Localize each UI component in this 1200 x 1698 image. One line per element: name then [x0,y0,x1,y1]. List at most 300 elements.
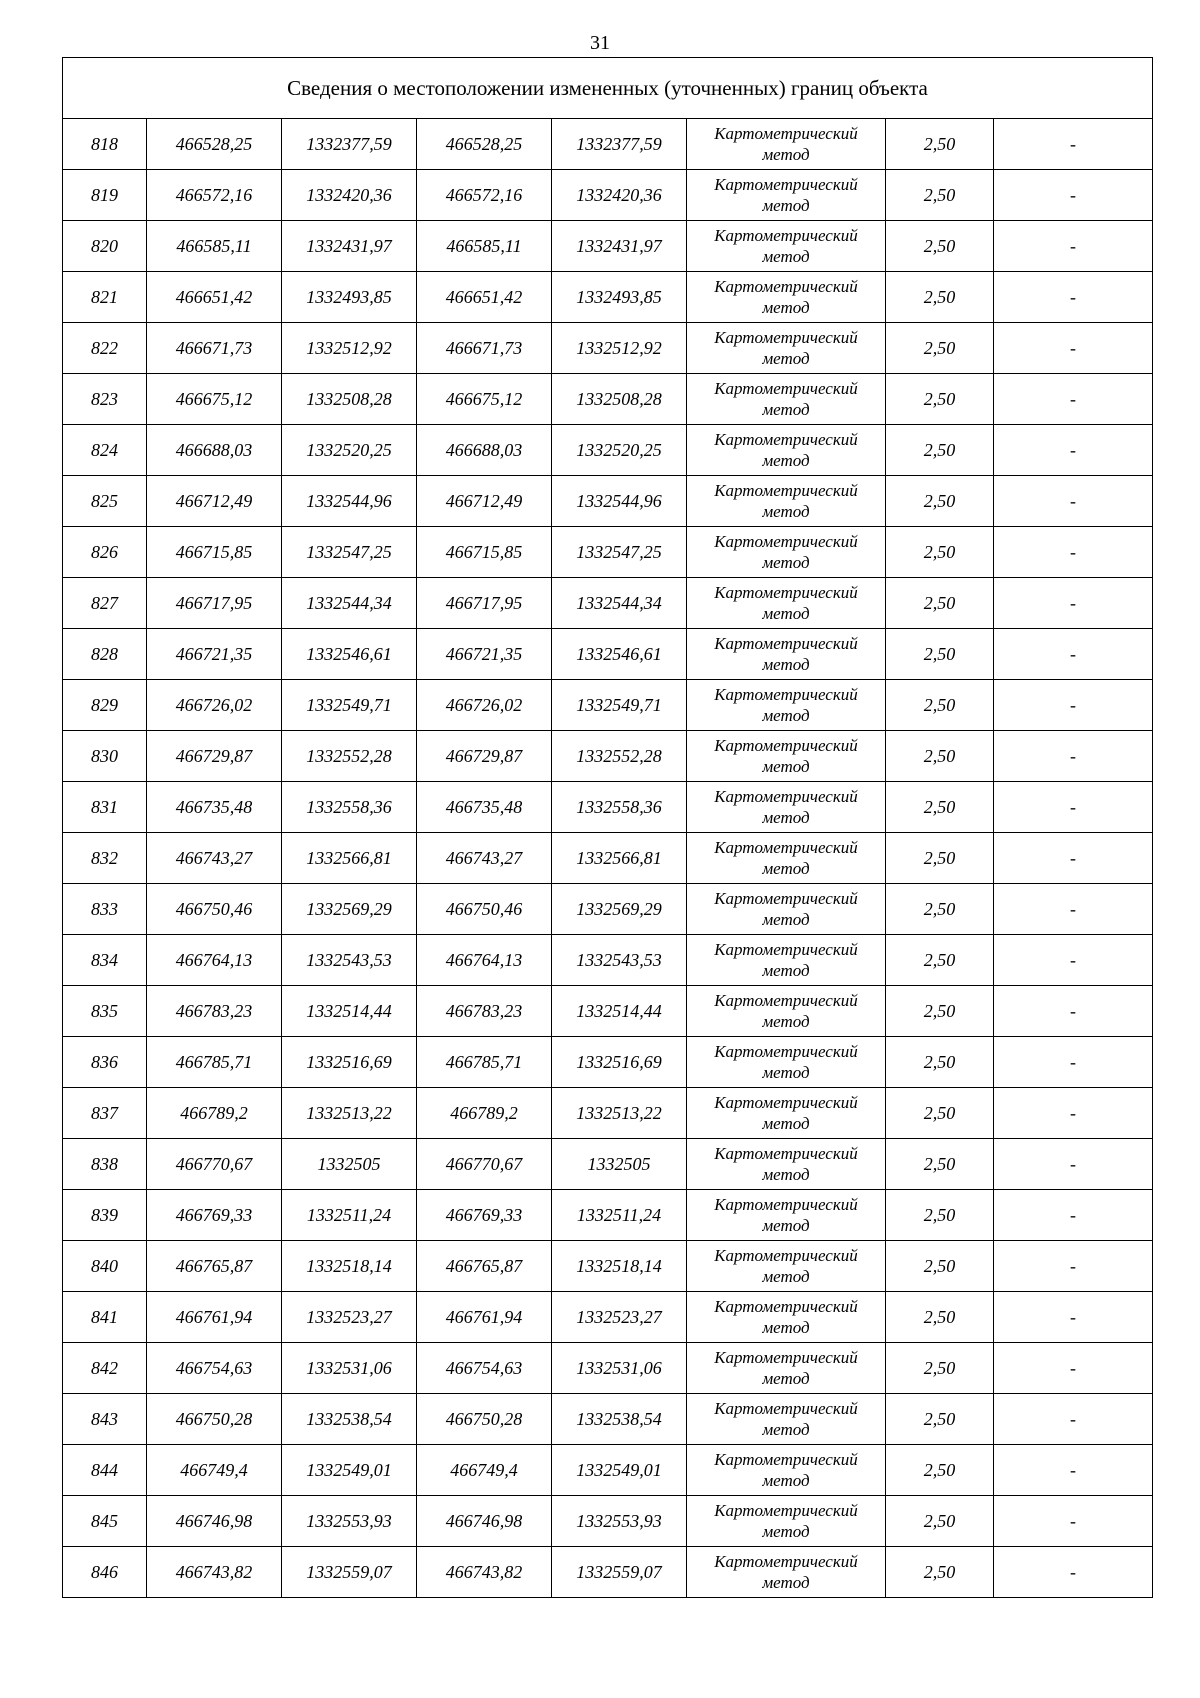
refined-y-cell: 1332431,97 [552,221,687,272]
method-line-2: метод [762,1471,810,1490]
method-line-2: метод [762,247,810,266]
table-row [63,1190,1153,1241]
method-line-2: метод [762,502,810,521]
method-line-1: Картометрический [714,1399,858,1418]
accuracy-cell: 2,50 [886,476,994,527]
existing-y-cell: 1332505 [282,1139,417,1190]
existing-y-cell: 1332549,71 [282,680,417,731]
existing-y-cell: 1332544,96 [282,476,417,527]
existing-y-cell: 1332431,97 [282,221,417,272]
note-cell: - [994,1496,1153,1547]
table-row [63,1547,1153,1598]
refined-y-cell: 1332518,14 [552,1241,687,1292]
table-row [63,782,1153,833]
method-line-1: Картометрический [714,277,858,296]
point-number-cell: 831 [63,782,147,833]
note-cell: - [994,119,1153,170]
table-row [63,1139,1153,1190]
method-cell [687,680,886,731]
existing-y-cell: 1332569,29 [282,884,417,935]
refined-x-cell: 466651,42 [417,272,552,323]
existing-x-cell: 466721,35 [147,629,282,680]
existing-y-cell: 1332538,54 [282,1394,417,1445]
method-line-2: метод [762,1267,810,1286]
note-cell: - [994,1292,1153,1343]
method-line-1: Картометрический [714,175,858,194]
accuracy-cell: 2,50 [886,1139,994,1190]
method-line-1: Картометрический [714,1195,858,1214]
method-cell [687,935,886,986]
note-cell: - [994,425,1153,476]
refined-x-cell: 466585,11 [417,221,552,272]
method-cell [687,272,886,323]
refined-y-cell: 1332546,61 [552,629,687,680]
method-cell [687,1292,886,1343]
method-line-2: метод [762,298,810,317]
existing-y-cell: 1332420,36 [282,170,417,221]
refined-x-cell: 466688,03 [417,425,552,476]
table-row [63,629,1153,680]
refined-y-cell: 1332511,24 [552,1190,687,1241]
point-number-cell: 838 [63,1139,147,1190]
table-row [63,833,1153,884]
method-cell [687,476,886,527]
existing-y-cell: 1332520,25 [282,425,417,476]
refined-y-cell: 1332493,85 [552,272,687,323]
method-cell [687,425,886,476]
existing-x-cell: 466572,16 [147,170,282,221]
existing-y-cell: 1332549,01 [282,1445,417,1496]
accuracy-cell: 2,50 [886,1445,994,1496]
accuracy-cell: 2,50 [886,782,994,833]
refined-x-cell: 466729,87 [417,731,552,782]
refined-x-cell: 466572,16 [417,170,552,221]
existing-x-cell: 466712,49 [147,476,282,527]
table-row [63,425,1153,476]
method-cell [687,1037,886,1088]
accuracy-cell: 2,50 [886,629,994,680]
existing-y-cell: 1332552,28 [282,731,417,782]
accuracy-cell: 2,50 [886,221,994,272]
refined-x-cell: 466743,27 [417,833,552,884]
refined-y-cell: 1332512,92 [552,323,687,374]
point-number-cell: 832 [63,833,147,884]
note-cell: - [994,1394,1153,1445]
table-row [63,1343,1153,1394]
accuracy-cell: 2,50 [886,119,994,170]
method-cell [687,578,886,629]
method-line-2: метод [762,655,810,674]
method-line-2: метод [762,145,810,164]
point-number-cell: 833 [63,884,147,935]
method-line-2: метод [762,706,810,725]
table-row [63,578,1153,629]
note-cell: - [994,1343,1153,1394]
refined-y-cell: 1332520,25 [552,425,687,476]
table-row [63,170,1153,221]
table-row [63,1445,1153,1496]
table-row [63,1292,1153,1343]
existing-x-cell: 466675,12 [147,374,282,425]
accuracy-cell: 2,50 [886,170,994,221]
point-number-cell: 827 [63,578,147,629]
note-cell: - [994,170,1153,221]
refined-y-cell: 1332569,29 [552,884,687,935]
refined-y-cell: 1332559,07 [552,1547,687,1598]
accuracy-cell: 2,50 [886,1037,994,1088]
table-row [63,323,1153,374]
refined-y-cell: 1332549,01 [552,1445,687,1496]
accuracy-cell: 2,50 [886,731,994,782]
note-cell: - [994,1547,1153,1598]
method-line-2: метод [762,553,810,572]
existing-y-cell: 1332493,85 [282,272,417,323]
point-number-cell: 826 [63,527,147,578]
method-line-2: метод [762,1114,810,1133]
method-line-2: метод [762,961,810,980]
point-number-cell: 825 [63,476,147,527]
note-cell: - [994,578,1153,629]
method-line-2: метод [762,349,810,368]
refined-x-cell: 466671,73 [417,323,552,374]
refined-x-cell: 466717,95 [417,578,552,629]
method-cell [687,782,886,833]
method-line-2: метод [762,1522,810,1541]
method-line-1: Картометрический [714,634,858,653]
note-cell: - [994,680,1153,731]
note-cell: - [994,731,1153,782]
existing-x-cell: 466743,82 [147,1547,282,1598]
refined-y-cell: 1332531,06 [552,1343,687,1394]
existing-x-cell: 466770,67 [147,1139,282,1190]
existing-y-cell: 1332518,14 [282,1241,417,1292]
note-cell: - [994,323,1153,374]
refined-y-cell: 1332558,36 [552,782,687,833]
method-cell [687,221,886,272]
refined-x-cell: 466746,98 [417,1496,552,1547]
point-number-cell: 841 [63,1292,147,1343]
existing-x-cell: 466754,63 [147,1343,282,1394]
method-cell [687,1241,886,1292]
note-cell: - [994,1139,1153,1190]
point-number-cell: 846 [63,1547,147,1598]
table-row [63,527,1153,578]
existing-x-cell: 466715,85 [147,527,282,578]
method-line-1: Картометрический [714,940,858,959]
method-line-1: Картометрический [714,1042,858,1061]
refined-y-cell: 1332538,54 [552,1394,687,1445]
method-line-2: метод [762,1420,810,1439]
method-cell [687,986,886,1037]
method-line-1: Картометрический [714,1093,858,1112]
note-cell: - [994,629,1153,680]
table-row [63,935,1153,986]
table-row [63,272,1153,323]
existing-y-cell: 1332512,92 [282,323,417,374]
existing-x-cell: 466528,25 [147,119,282,170]
existing-y-cell: 1332553,93 [282,1496,417,1547]
existing-x-cell: 466746,98 [147,1496,282,1547]
existing-y-cell: 1332558,36 [282,782,417,833]
method-cell [687,629,886,680]
method-line-2: метод [762,451,810,470]
refined-x-cell: 466769,33 [417,1190,552,1241]
method-line-1: Картометрический [714,1246,858,1265]
point-number-cell: 830 [63,731,147,782]
refined-y-cell: 1332543,53 [552,935,687,986]
method-line-1: Картометрический [714,379,858,398]
existing-y-cell: 1332566,81 [282,833,417,884]
note-cell: - [994,272,1153,323]
note-cell: - [994,1037,1153,1088]
method-cell [687,1547,886,1598]
point-number-cell: 842 [63,1343,147,1394]
point-number-cell: 819 [63,170,147,221]
point-number-cell: 834 [63,935,147,986]
existing-x-cell: 466735,48 [147,782,282,833]
method-line-1: Картометрический [714,583,858,602]
table-row [63,680,1153,731]
accuracy-cell: 2,50 [886,884,994,935]
existing-x-cell: 466743,27 [147,833,282,884]
existing-x-cell: 466671,73 [147,323,282,374]
table-row [63,1088,1153,1139]
method-cell [687,323,886,374]
method-line-1: Картометрический [714,481,858,500]
refined-x-cell: 466715,85 [417,527,552,578]
method-line-2: метод [762,1318,810,1337]
existing-y-cell: 1332513,22 [282,1088,417,1139]
point-number-cell: 843 [63,1394,147,1445]
note-cell: - [994,374,1153,425]
method-line-1: Картометрический [714,838,858,857]
refined-y-cell: 1332552,28 [552,731,687,782]
refined-x-cell: 466750,46 [417,884,552,935]
refined-x-cell: 466761,94 [417,1292,552,1343]
table-row [63,119,1153,170]
refined-x-cell: 466675,12 [417,374,552,425]
point-number-cell: 835 [63,986,147,1037]
existing-x-cell: 466688,03 [147,425,282,476]
existing-x-cell: 466750,28 [147,1394,282,1445]
accuracy-cell: 2,50 [886,527,994,578]
existing-x-cell: 466717,95 [147,578,282,629]
refined-y-cell: 1332516,69 [552,1037,687,1088]
refined-y-cell: 1332553,93 [552,1496,687,1547]
accuracy-cell: 2,50 [886,833,994,884]
note-cell: - [994,527,1153,578]
existing-x-cell: 466750,46 [147,884,282,935]
method-line-1: Картометрический [714,787,858,806]
note-cell: - [994,782,1153,833]
table-row [63,986,1153,1037]
note-cell: - [994,1088,1153,1139]
note-cell: - [994,935,1153,986]
existing-y-cell: 1332523,27 [282,1292,417,1343]
accuracy-cell: 2,50 [886,1241,994,1292]
refined-x-cell: 466754,63 [417,1343,552,1394]
existing-x-cell: 466729,87 [147,731,282,782]
boundary-coordinates-table [62,57,1153,1598]
method-cell [687,731,886,782]
refined-y-cell: 1332547,25 [552,527,687,578]
method-cell [687,1445,886,1496]
note-cell: - [994,986,1153,1037]
accuracy-cell: 2,50 [886,374,994,425]
existing-y-cell: 1332546,61 [282,629,417,680]
refined-y-cell: 1332508,28 [552,374,687,425]
method-line-1: Картометрический [714,889,858,908]
method-line-1: Картометрический [714,532,858,551]
method-line-2: метод [762,1573,810,1592]
table-row [63,1394,1153,1445]
point-number-cell: 845 [63,1496,147,1547]
method-cell [687,1496,886,1547]
table-row [63,1241,1153,1292]
refined-x-cell: 466743,82 [417,1547,552,1598]
note-cell: - [994,221,1153,272]
refined-x-cell: 466770,67 [417,1139,552,1190]
refined-x-cell: 466765,87 [417,1241,552,1292]
note-cell: - [994,833,1153,884]
point-number-cell: 829 [63,680,147,731]
method-line-1: Картометрический [714,1297,858,1316]
refined-y-cell: 1332377,59 [552,119,687,170]
accuracy-cell: 2,50 [886,323,994,374]
accuracy-cell: 2,50 [886,1088,994,1139]
method-line-2: метод [762,808,810,827]
existing-x-cell: 466651,42 [147,272,282,323]
method-line-2: метод [762,1216,810,1235]
method-cell [687,1394,886,1445]
accuracy-cell: 2,50 [886,1343,994,1394]
existing-y-cell: 1332377,59 [282,119,417,170]
point-number-cell: 820 [63,221,147,272]
method-line-2: метод [762,1165,810,1184]
method-line-1: Картометрический [714,124,858,143]
method-line-2: метод [762,1063,810,1082]
point-number-cell: 818 [63,119,147,170]
existing-y-cell: 1332516,69 [282,1037,417,1088]
existing-x-cell: 466749,4 [147,1445,282,1496]
point-number-cell: 844 [63,1445,147,1496]
point-number-cell: 824 [63,425,147,476]
existing-x-cell: 466785,71 [147,1037,282,1088]
accuracy-cell: 2,50 [886,1394,994,1445]
method-cell [687,884,886,935]
point-number-cell: 836 [63,1037,147,1088]
refined-x-cell: 466789,2 [417,1088,552,1139]
existing-x-cell: 466761,94 [147,1292,282,1343]
method-cell [687,119,886,170]
accuracy-cell: 2,50 [886,272,994,323]
existing-x-cell: 466764,13 [147,935,282,986]
method-line-1: Картометрический [714,1450,858,1469]
accuracy-cell: 2,50 [886,1496,994,1547]
refined-y-cell: 1332420,36 [552,170,687,221]
refined-x-cell: 466721,35 [417,629,552,680]
refined-x-cell: 466726,02 [417,680,552,731]
refined-x-cell: 466783,23 [417,986,552,1037]
existing-y-cell: 1332531,06 [282,1343,417,1394]
existing-y-cell: 1332508,28 [282,374,417,425]
refined-y-cell: 1332566,81 [552,833,687,884]
refined-x-cell: 466528,25 [417,119,552,170]
page-number: 31 [590,32,610,54]
point-number-cell: 828 [63,629,147,680]
table-row [63,884,1153,935]
method-line-2: метод [762,604,810,623]
refined-x-cell: 466712,49 [417,476,552,527]
method-line-2: метод [762,1012,810,1031]
method-cell [687,1139,886,1190]
point-number-cell: 821 [63,272,147,323]
method-cell [687,1343,886,1394]
method-cell [687,833,886,884]
method-line-2: метод [762,859,810,878]
existing-y-cell: 1332544,34 [282,578,417,629]
existing-y-cell: 1332511,24 [282,1190,417,1241]
refined-y-cell: 1332523,27 [552,1292,687,1343]
method-cell [687,170,886,221]
existing-x-cell: 466726,02 [147,680,282,731]
existing-x-cell: 466765,87 [147,1241,282,1292]
existing-x-cell: 466769,33 [147,1190,282,1241]
accuracy-cell: 2,50 [886,1292,994,1343]
accuracy-cell: 2,50 [886,935,994,986]
point-number-cell: 839 [63,1190,147,1241]
existing-x-cell: 466789,2 [147,1088,282,1139]
existing-y-cell: 1332514,44 [282,986,417,1037]
method-line-2: метод [762,196,810,215]
note-cell: - [994,884,1153,935]
table-row [63,374,1153,425]
table-row [63,476,1153,527]
method-line-1: Картометрический [714,226,858,245]
method-line-2: метод [762,757,810,776]
method-line-1: Картометрический [714,736,858,755]
method-cell [687,1190,886,1241]
refined-y-cell: 1332549,71 [552,680,687,731]
point-number-cell: 840 [63,1241,147,1292]
note-cell: - [994,1445,1153,1496]
accuracy-cell: 2,50 [886,986,994,1037]
accuracy-cell: 2,50 [886,578,994,629]
existing-y-cell: 1332547,25 [282,527,417,578]
point-number-cell: 837 [63,1088,147,1139]
method-line-1: Картометрический [714,1552,858,1571]
note-cell: - [994,476,1153,527]
existing-y-cell: 1332559,07 [282,1547,417,1598]
refined-y-cell: 1332513,22 [552,1088,687,1139]
point-number-cell: 822 [63,323,147,374]
refined-y-cell: 1332544,96 [552,476,687,527]
refined-y-cell: 1332505 [552,1139,687,1190]
method-line-1: Картометрический [714,1144,858,1163]
refined-x-cell: 466749,4 [417,1445,552,1496]
method-line-1: Картометрический [714,1348,858,1367]
refined-y-cell: 1332544,34 [552,578,687,629]
method-line-1: Картометрический [714,430,858,449]
refined-y-cell: 1332514,44 [552,986,687,1037]
method-line-2: метод [762,910,810,929]
method-cell [687,1088,886,1139]
existing-x-cell: 466783,23 [147,986,282,1037]
method-line-1: Картометрический [714,991,858,1010]
refined-x-cell: 466750,28 [417,1394,552,1445]
accuracy-cell: 2,50 [886,680,994,731]
table-row [63,1496,1153,1547]
